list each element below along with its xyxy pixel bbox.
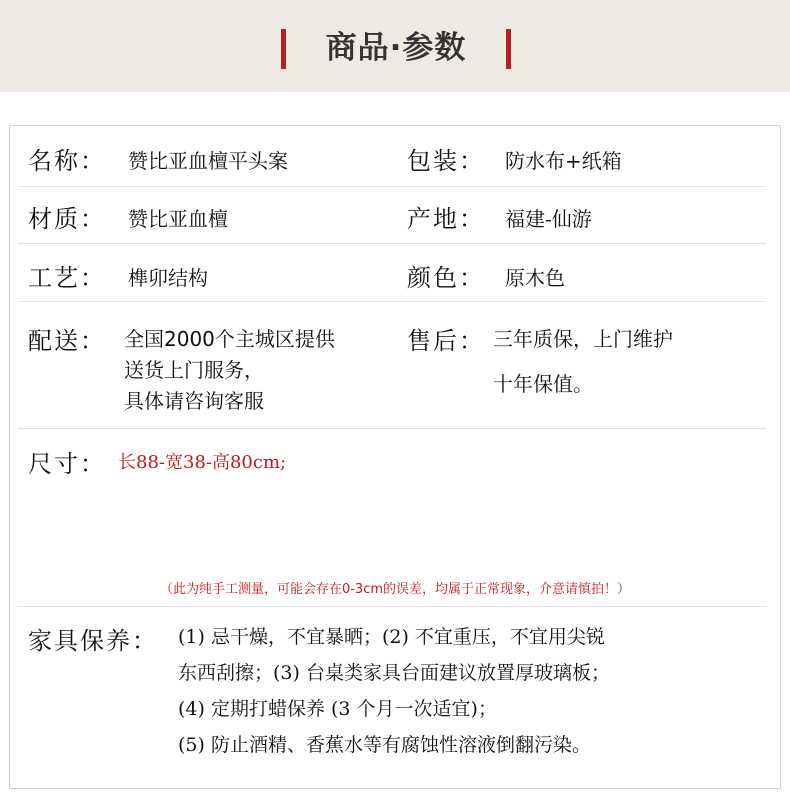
aftersale-line: 十年保值。 — [493, 372, 593, 396]
name-value: 赞比亚血檀平头案 — [128, 149, 288, 173]
measurement-note: （此为纯手工测量，可能会存在0-3cm的误差，均属于正常现象，介意请慎拍！） — [159, 582, 631, 597]
care-line: (4) 定期打蜡保养 (3 个月一次适宜)； — [178, 698, 497, 720]
delivery-value — [124, 324, 335, 417]
delivery-line: 全国2000个主城区提供 — [124, 327, 335, 351]
size-label: 尺寸： — [28, 450, 106, 478]
row-divider — [18, 186, 766, 187]
care-label: 家具保养： — [28, 627, 158, 655]
material-value: 赞比亚血檀 — [128, 207, 228, 231]
row-divider — [18, 301, 766, 302]
care-instructions — [178, 619, 610, 763]
care-line: (1) 忌干燥，不宜暴晒；(2) 不宜重压，不宜用尖锐 — [178, 626, 605, 648]
craft-label: 工艺： — [28, 264, 106, 292]
name-label: 名称： — [28, 147, 106, 175]
row-divider — [18, 428, 766, 429]
care-line: (5) 防止酒精、香蕉水等有腐蚀性溶液倒翻污染。 — [178, 734, 591, 756]
material-label: 材质： — [28, 205, 106, 233]
craft-value: 榫卯结构 — [128, 266, 208, 290]
section-title: 商品·参数 — [325, 30, 467, 66]
packaging-label: 包装： — [407, 147, 485, 175]
header-banner — [0, 0, 790, 92]
origin-value: 福建-仙游 — [505, 207, 592, 231]
delivery-line: 具体请咨询客服 — [124, 389, 264, 413]
aftersale-value — [493, 324, 673, 400]
row-divider — [18, 606, 766, 607]
color-value: 原木色 — [505, 266, 565, 290]
delivery-label: 配送： — [28, 327, 106, 355]
color-label: 颜色： — [407, 264, 485, 292]
row-divider — [18, 243, 766, 244]
aftersale-label: 售后： — [407, 327, 485, 355]
care-line: 东西刮擦；(3) 台桌类家具台面建议放置厚玻璃板； — [178, 662, 610, 684]
accent-bar-left — [281, 29, 286, 69]
aftersale-line: 三年质保，上门维护 — [493, 327, 673, 351]
packaging-value: 防水布+纸箱 — [505, 149, 622, 173]
origin-label: 产地： — [407, 205, 485, 233]
accent-bar-right — [506, 29, 511, 69]
size-value: 长88-宽38-高80cm; — [118, 452, 287, 473]
delivery-line: 送货上门服务， — [124, 358, 264, 382]
